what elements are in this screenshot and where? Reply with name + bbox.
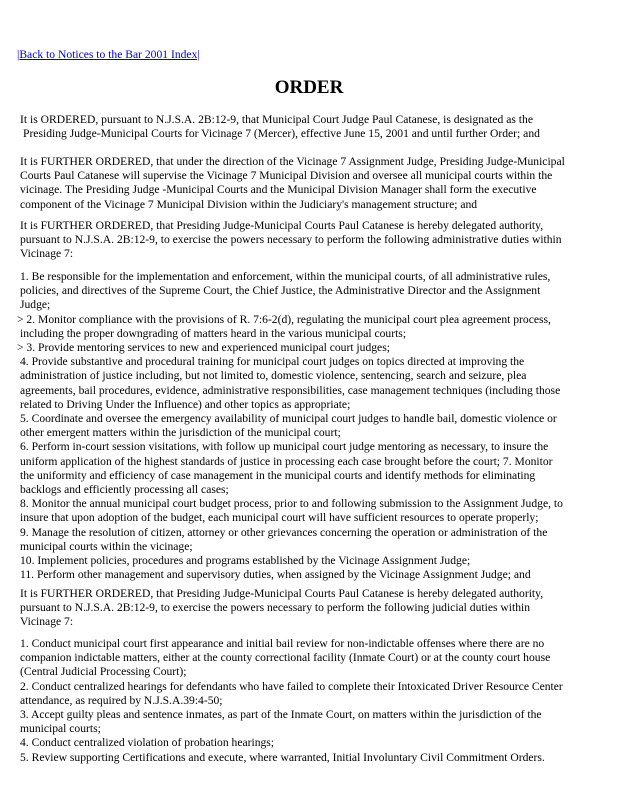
list-line: policies, and directives of the Supreme Court, the Chief Justice, the Administrative Director and the Assignment bbox=[20, 284, 541, 298]
list-line: 8. Monitor the annual municipal court budget process, prior to and following submission to the Assignment Judge, to bbox=[20, 497, 563, 511]
paragraph-supervision bbox=[20, 155, 598, 212]
list-line: 1. Be responsible for the implementation and enforcement, within the municipal courts, of all administrative rules, bbox=[20, 270, 551, 283]
text-line: It is ORDERED, pursuant to N.J.S.A. 2B:12-9, that Municipal Court Judge Paul Catanese, is designated as the bbox=[20, 113, 533, 126]
text-line: Presiding Judge-Municipal Courts for Vicinage 7 (Mercer), effective June 15, 2001 and until further Order; and bbox=[23, 127, 540, 141]
list-line: municipal courts; bbox=[20, 722, 101, 736]
list-line: 9. Manage the resolution of citizen, attorney or other grievances concerning the operation or administration of the bbox=[20, 525, 548, 539]
list-line: 10. Implement policies, procedures and programs established by the Vicinage Assignment Judge; bbox=[20, 554, 471, 568]
list-line: related to Driving Under the Influence) and other topics as appropriate; bbox=[20, 397, 351, 411]
text-line: component of the Vicinage 7 Municipal Division within the Judiciary's management structure; and bbox=[20, 197, 478, 211]
list-line: 5. Coordinate and oversee the emergency availability of municipal court judges to handle bail, domestic violence or bbox=[20, 412, 557, 426]
list-line: backlogs and efficiently processing all cases; bbox=[20, 483, 229, 497]
list-line: including the proper downgrading of matters heard in the various municipal courts; bbox=[20, 326, 407, 340]
paragraph-judicial-authority bbox=[20, 587, 598, 630]
list-line: companion indictable matters, either at the county correctional facility (Inmate Court) or at the county court house bbox=[20, 651, 551, 665]
list-line: (Central Judicial Processing Court); bbox=[20, 665, 187, 679]
judicial-duties-list bbox=[20, 637, 598, 765]
text-line: It is FURTHER ORDERED, that under the direction of the Vicinage 7 Assignment Judge, Presiding Judge-Municipal bbox=[20, 155, 565, 168]
list-line: 3. Accept guilty pleas and sentence inmates, as part of the Inmate Court, on matters within the jurisdiction of the bbox=[20, 708, 542, 722]
text-line: Courts Paul Catanese will supervise the Vicinage 7 Municipal Division and oversee all municipal courts within the bbox=[20, 169, 553, 183]
text-line: Vicinage 7: bbox=[20, 247, 74, 261]
list-line: other emergent matters within the jurisdiction of the municipal court; bbox=[20, 426, 341, 440]
list-line: attendance, as required by N.J.S.A.39:4-50; bbox=[20, 693, 223, 707]
list-line: the uniformity and efficiency of case management in the municipal courts and identify methods for eliminating bbox=[20, 468, 536, 482]
paragraph-admin-authority bbox=[20, 219, 598, 262]
list-line: 11. Perform other management and supervisory duties, when assigned by the Vicinage Assignment Judge; and bbox=[20, 568, 531, 582]
page-title: ORDER bbox=[274, 77, 344, 98]
text-line: vicinage. The Presiding Judge -Municipal Courts and the Municipal Division Manager shall form the executive bbox=[20, 183, 537, 197]
list-line: > 3. Provide mentoring services to new and experienced municipal court judges; bbox=[17, 341, 390, 355]
list-line: 6. Perform in-court session visitations, with follow up municipal court judge mentoring as necessary, to insure the bbox=[20, 440, 549, 454]
list-line: uniform application of the highest standards of justice in processing each case brought before the court; 7. Monitor bbox=[20, 454, 553, 468]
text-line: Vicinage 7: bbox=[20, 615, 74, 629]
text-line: It is FURTHER ORDERED, that Presiding Judge-Municipal Courts Paul Catanese is hereby delegated authority, bbox=[20, 219, 544, 232]
admin-duties-list bbox=[17, 270, 598, 582]
list-line: 1. Conduct municipal court first appearance and initial bail review for non-indictable offenses where there are no bbox=[20, 637, 545, 650]
text-line: pursuant to N.J.S.A. 2B:12-9, to exercise the powers necessary to perform the following administrative duties within bbox=[20, 233, 562, 247]
list-line: administration of justice including, but not limited to, domestic violence, sentencing, search and seizure, plea bbox=[20, 369, 527, 383]
list-line: municipal courts within the vicinage; bbox=[20, 539, 193, 553]
list-line: 4. Provide substantive and procedural training for municipal court judges on topics directed at improving the bbox=[20, 355, 525, 369]
list-line: 5. Review supporting Certifications and execute, where warranted, Initial Involuntary Civil Commitment Orders. bbox=[20, 750, 545, 764]
list-line: insure that upon adoption of the budget, each municipal court will have sufficient resources to operate properly; bbox=[20, 511, 539, 525]
list-line: Judge; bbox=[20, 298, 51, 312]
text-line: It is FURTHER ORDERED, that Presiding Judge-Municipal Courts Paul Catanese is hereby delegated authority, bbox=[20, 587, 544, 600]
list-line: > 2. Monitor compliance with the provisions of R. 7:6-2(d), regulating the municipal court plea agreement process, bbox=[17, 312, 551, 326]
list-line: 4. Conduct centralized violation of probation hearings; bbox=[20, 736, 275, 750]
list-line: agreements, bail procedures, evidence, administrative responsibilities, case management techniques (including those bbox=[20, 383, 561, 397]
back-to-index-link[interactable]: |Back to Notices to the Bar 2001 Index| bbox=[17, 48, 200, 61]
text-line: pursuant to N.J.S.A. 2B:12-9, to exercise the powers necessary to perform the following judicial duties within bbox=[20, 601, 531, 615]
paragraph-designation bbox=[20, 113, 598, 141]
list-line: 2. Conduct centralized hearings for defendants who have failed to complete their Intoxicated Driver Resource Center bbox=[20, 679, 563, 693]
